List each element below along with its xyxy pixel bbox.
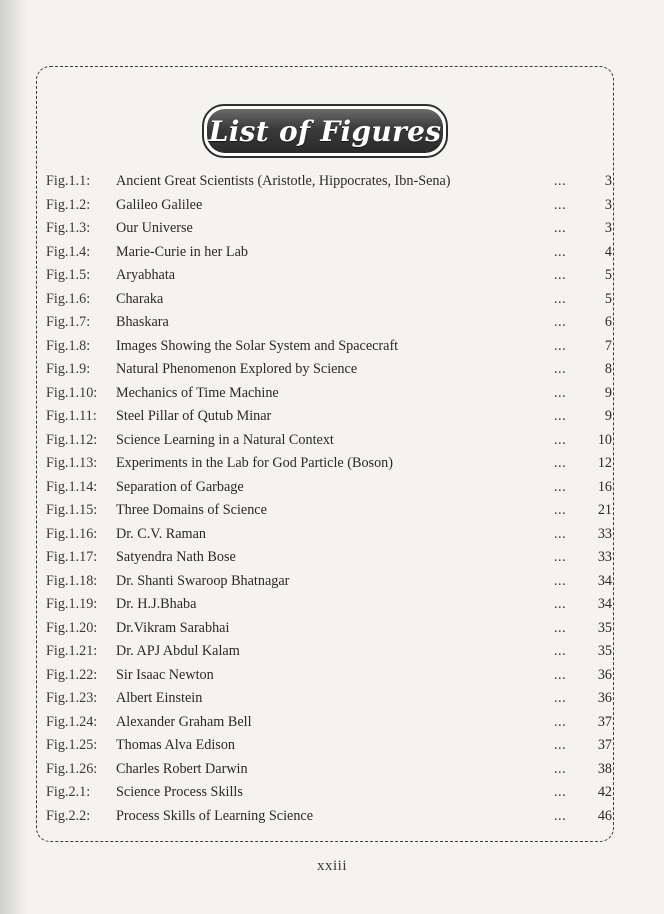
- figure-entry[interactable]: [46, 429, 612, 453]
- figure-number: Fig.1.9:: [46, 361, 91, 377]
- figure-title: Dr.Vikram Sarabhai: [116, 619, 230, 636]
- figure-number: Fig.1.18:: [46, 572, 98, 589]
- figure-page-number: 7: [604, 337, 612, 354]
- leader-dots: ...: [554, 572, 567, 589]
- figure-page-number: 37: [597, 737, 612, 753]
- leader-dots: ...: [554, 784, 567, 800]
- figure-page-number: 5: [604, 290, 612, 307]
- leader-dots: ...: [554, 643, 567, 659]
- page-title: List of Figures: [207, 109, 443, 153]
- leader-dots: ...: [554, 431, 567, 448]
- figure-page-number: 38: [597, 760, 612, 777]
- figure-entry[interactable]: [46, 640, 612, 664]
- figure-page-number: 10: [597, 431, 612, 448]
- leader-dots: ...: [554, 502, 567, 518]
- figure-entry[interactable]: [46, 194, 612, 218]
- figure-title: Mechanics of Time Machine: [116, 384, 279, 401]
- figure-page-number: 8: [604, 361, 612, 377]
- figure-page-number: 16: [597, 478, 612, 495]
- figure-title: Sir Isaac Newton: [116, 666, 214, 683]
- figure-entry[interactable]: [46, 546, 612, 570]
- leader-dots: ...: [554, 619, 567, 636]
- figure-number: Fig.1.14:: [46, 478, 98, 495]
- leader-dots: ...: [554, 549, 567, 565]
- figure-page-number: 3: [604, 196, 612, 213]
- figure-title: Images Showing the Solar System and Spacecraft: [116, 337, 399, 354]
- leader-dots: ...: [554, 690, 567, 706]
- figure-title: Experiments in the Lab for God Particle (Boson): [116, 455, 393, 471]
- figure-title: Science Learning in a Natural Context: [116, 431, 334, 448]
- figure-page-number: 36: [597, 690, 612, 706]
- figure-number: Fig.1.16:: [46, 525, 98, 542]
- figure-entry[interactable]: [46, 781, 612, 805]
- figure-title: Charles Robert Darwin: [116, 760, 248, 777]
- figure-title: Thomas Alva Edison: [116, 737, 236, 753]
- figure-entry[interactable]: [46, 499, 612, 523]
- figure-number: Fig.1.23:: [46, 690, 98, 706]
- figure-entry[interactable]: [46, 758, 612, 782]
- figure-page-number: 33: [597, 525, 612, 542]
- figure-title: Charaka: [116, 290, 164, 307]
- leader-dots: ...: [554, 384, 567, 401]
- figure-title: Dr. Shanti Swaroop Bhatnagar: [116, 572, 290, 589]
- figure-entry[interactable]: [46, 358, 612, 382]
- figure-page-number: 9: [604, 384, 612, 401]
- leader-dots: ...: [554, 173, 567, 189]
- figure-entry[interactable]: [46, 170, 612, 194]
- figure-number: Fig.1.21:: [46, 643, 98, 659]
- figure-title: Albert Einstein: [116, 690, 203, 706]
- figure-number: Fig.1.5:: [46, 267, 91, 283]
- figure-entry[interactable]: [46, 711, 612, 735]
- figure-number: Fig.1.24:: [46, 713, 98, 730]
- figure-page-number: 12: [597, 455, 612, 471]
- figure-number: Fig.1.22:: [46, 666, 98, 683]
- figure-entry[interactable]: [46, 288, 612, 312]
- figure-title: Ancient Great Scientists (Aristotle, Hippocrates, Ibn-Sena): [116, 173, 451, 189]
- page-number: xxiii: [316, 858, 347, 874]
- figure-page-number: 21: [597, 502, 612, 518]
- figure-number: Fig.1.3:: [46, 220, 91, 236]
- leader-dots: ...: [554, 361, 567, 377]
- figure-number: Fig.1.12:: [46, 431, 98, 448]
- figure-entry[interactable]: [46, 593, 612, 617]
- figure-number: Fig.1.10:: [46, 384, 98, 401]
- figure-number: Fig.1.7:: [46, 314, 91, 330]
- figure-entry[interactable]: [46, 264, 612, 288]
- figure-number: Fig.1.20:: [46, 619, 98, 636]
- figure-page-number: 3: [604, 173, 612, 189]
- leader-dots: ...: [554, 525, 567, 542]
- figure-page-number: 5: [604, 267, 612, 283]
- figure-entry[interactable]: [46, 335, 612, 359]
- leader-dots: ...: [554, 737, 567, 753]
- figure-title: Steel Pillar of Qutub Minar: [116, 408, 272, 424]
- leader-dots: ...: [554, 666, 567, 683]
- figure-entry[interactable]: [46, 217, 612, 241]
- figure-page-number: 6: [604, 314, 612, 330]
- figure-title: Dr. C.V. Raman: [116, 525, 206, 542]
- figure-page-number: 35: [597, 619, 612, 636]
- leader-dots: ...: [554, 596, 567, 612]
- figure-number: Fig.1.8:: [46, 337, 91, 354]
- figure-title: Aryabhata: [116, 267, 176, 283]
- figure-page-number: 9: [604, 408, 612, 424]
- leader-dots: ...: [554, 220, 567, 236]
- figure-page-number: 37: [597, 713, 612, 730]
- figure-page-number: 35: [597, 643, 612, 659]
- figure-title: Separation of Garbage: [116, 478, 244, 495]
- figure-title: Science Process Skills: [116, 784, 243, 800]
- leader-dots: ...: [554, 267, 567, 283]
- figure-entry[interactable]: [46, 664, 612, 688]
- leader-dots: ...: [554, 408, 567, 424]
- leader-dots: ...: [554, 196, 567, 213]
- figure-title: Satyendra Nath Bose: [116, 549, 236, 565]
- figure-entry[interactable]: [46, 570, 612, 594]
- figure-number: Fig.1.4:: [46, 243, 91, 260]
- leader-dots: ...: [554, 290, 567, 307]
- figure-entry[interactable]: [46, 382, 612, 406]
- leader-dots: ...: [554, 337, 567, 354]
- figure-entry[interactable]: [46, 523, 612, 547]
- figure-page-number: 36: [597, 666, 612, 683]
- figure-title: Dr. APJ Abdul Kalam: [116, 643, 240, 659]
- figure-title: Our Universe: [116, 220, 193, 236]
- figure-list: [46, 170, 612, 828]
- figure-number: Fig.1.25:: [46, 737, 98, 753]
- figure-title: Dr. H.J.Bhaba: [116, 596, 197, 612]
- figure-page-number: 3: [604, 220, 612, 236]
- figure-number: Fig.1.15:: [46, 502, 98, 518]
- figure-entry[interactable]: [46, 687, 612, 711]
- figure-number: Fig.1.17:: [46, 549, 98, 565]
- figure-title: Natural Phenomenon Explored by Science: [116, 361, 358, 377]
- leader-dots: ...: [554, 243, 567, 260]
- figure-page-number: 4: [604, 243, 612, 260]
- figure-entry[interactable]: [46, 805, 612, 829]
- leader-dots: ...: [554, 314, 567, 330]
- figure-title: Alexander Graham Bell: [116, 713, 252, 730]
- figure-title: Process Skills of Learning Science: [116, 807, 314, 824]
- title-badge: [202, 104, 448, 158]
- figure-title: Galileo Galilee: [116, 196, 203, 213]
- figure-number: Fig.1.1:: [46, 173, 91, 189]
- figure-number: Fig.1.26:: [46, 760, 98, 777]
- figure-number: Fig.1.6:: [46, 290, 91, 307]
- figure-number: Fig.1.2:: [46, 196, 91, 213]
- figure-title: Marie-Curie in her Lab: [116, 243, 248, 260]
- figure-number: Fig.1.19:: [46, 596, 98, 612]
- figure-page-number: 46: [597, 807, 612, 824]
- figure-entry[interactable]: [46, 405, 612, 429]
- leader-dots: ...: [554, 478, 567, 495]
- figure-number: Fig.2.1:: [46, 784, 91, 800]
- leader-dots: ...: [554, 455, 567, 471]
- figure-page-number: 34: [597, 596, 612, 612]
- leader-dots: ...: [554, 760, 567, 777]
- leader-dots: ...: [554, 713, 567, 730]
- figure-title: Three Domains of Science: [116, 502, 267, 518]
- figure-entry[interactable]: [46, 734, 612, 758]
- figure-entry[interactable]: [46, 311, 612, 335]
- figure-entry[interactable]: [46, 241, 612, 265]
- figure-number: Fig.1.11:: [46, 408, 97, 424]
- figure-page-number: 42: [597, 784, 612, 800]
- figure-number: Fig.1.13:: [46, 455, 98, 471]
- page-gutter-shadow: [0, 0, 28, 914]
- figure-number: Fig.2.2:: [46, 807, 91, 824]
- figure-page-number: 34: [597, 572, 612, 589]
- figure-page-number: 33: [597, 549, 612, 565]
- figure-entry[interactable]: [46, 617, 612, 641]
- figure-title: Bhaskara: [116, 314, 169, 330]
- figure-entry[interactable]: [46, 476, 612, 500]
- figure-entry[interactable]: [46, 452, 612, 476]
- leader-dots: ...: [554, 807, 567, 824]
